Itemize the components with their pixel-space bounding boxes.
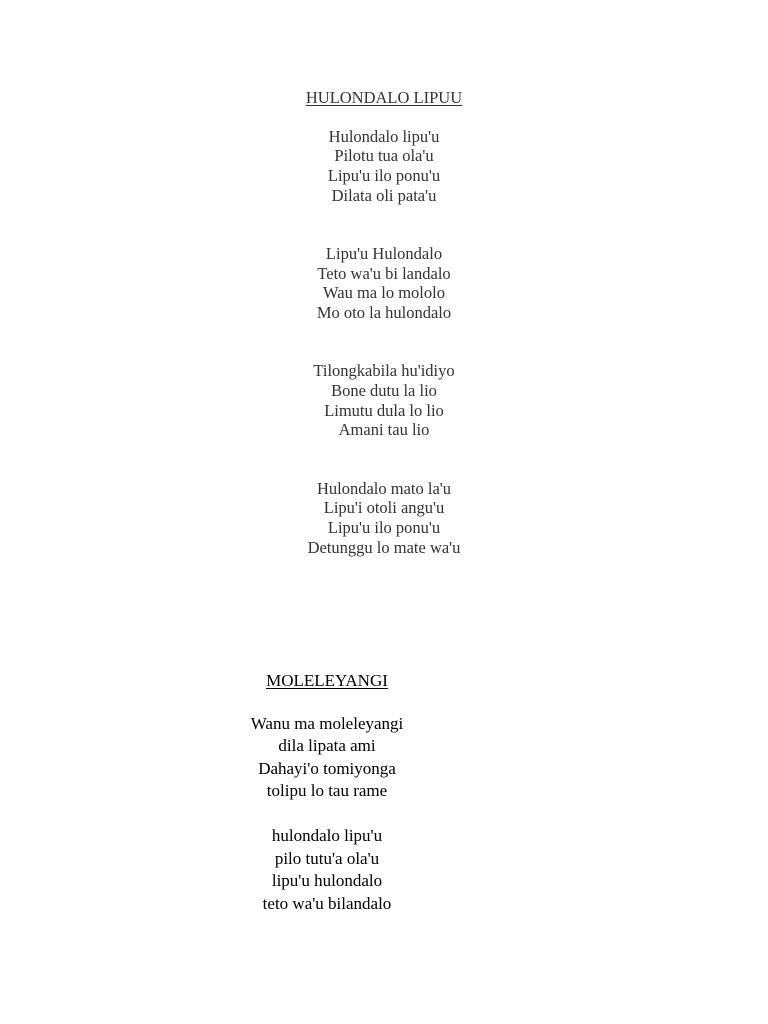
verse-line: Lipu'u ilo ponu'u <box>327 166 441 186</box>
verse-line: Mo oto la hulondalo <box>316 303 452 323</box>
verse-line: Hulondalo lipu'u <box>328 126 440 146</box>
verse-line: dila lipata ami <box>278 736 376 755</box>
stanza-4 <box>284 479 484 558</box>
stanza-3 <box>284 361 484 440</box>
song-title: HULONDALO LIPUU <box>305 88 463 107</box>
verse-line: hulondalo lipu'u <box>271 826 383 845</box>
verse-line: Pilotu tua ola'u <box>334 146 434 166</box>
stanza-2 <box>227 825 427 915</box>
song-moleleyangi <box>227 670 427 938</box>
stanza-2 <box>284 244 484 323</box>
stanza-1 <box>227 713 427 803</box>
verse-line: Wau ma lo mololo <box>323 283 445 303</box>
verse-line: Lipu'u Hulondalo <box>325 244 443 264</box>
verse-line: pilo tutu'a ola'u <box>274 848 380 868</box>
verse-line: Tilongkabila hu'idiyo <box>313 361 455 381</box>
verse-line: Dahayi'o tomiyonga <box>258 758 396 778</box>
verse-line: Teto wa'u bi landalo <box>317 263 451 283</box>
verse-line: Dilata oli pata'u <box>331 185 437 205</box>
verse-line: lipu'u hulondalo <box>271 871 383 890</box>
verse-line: Lipu'u ilo ponu'u <box>327 518 441 538</box>
verse-line: Limutu dula lo lio <box>324 400 444 420</box>
verse-line: tolipu lo tau rame <box>266 781 388 800</box>
verse-line: Hulondalo mato la'u <box>316 478 452 498</box>
verse-line: Wanu ma moleleyangi <box>250 713 404 733</box>
verse-line: Detunggu lo mate wa'u <box>307 537 461 557</box>
song-title: MOLELEYANGI <box>266 671 388 690</box>
verse-line: Lipu'i otoli angu'u <box>323 498 445 518</box>
verse-line: teto wa'u bilandalo <box>262 893 392 913</box>
stanza-1 <box>284 127 484 206</box>
song-hulondalo-lipuu <box>284 88 484 596</box>
verse-line: Bone dutu la lio <box>331 381 437 401</box>
verse-line: Amani tau lio <box>338 420 430 440</box>
